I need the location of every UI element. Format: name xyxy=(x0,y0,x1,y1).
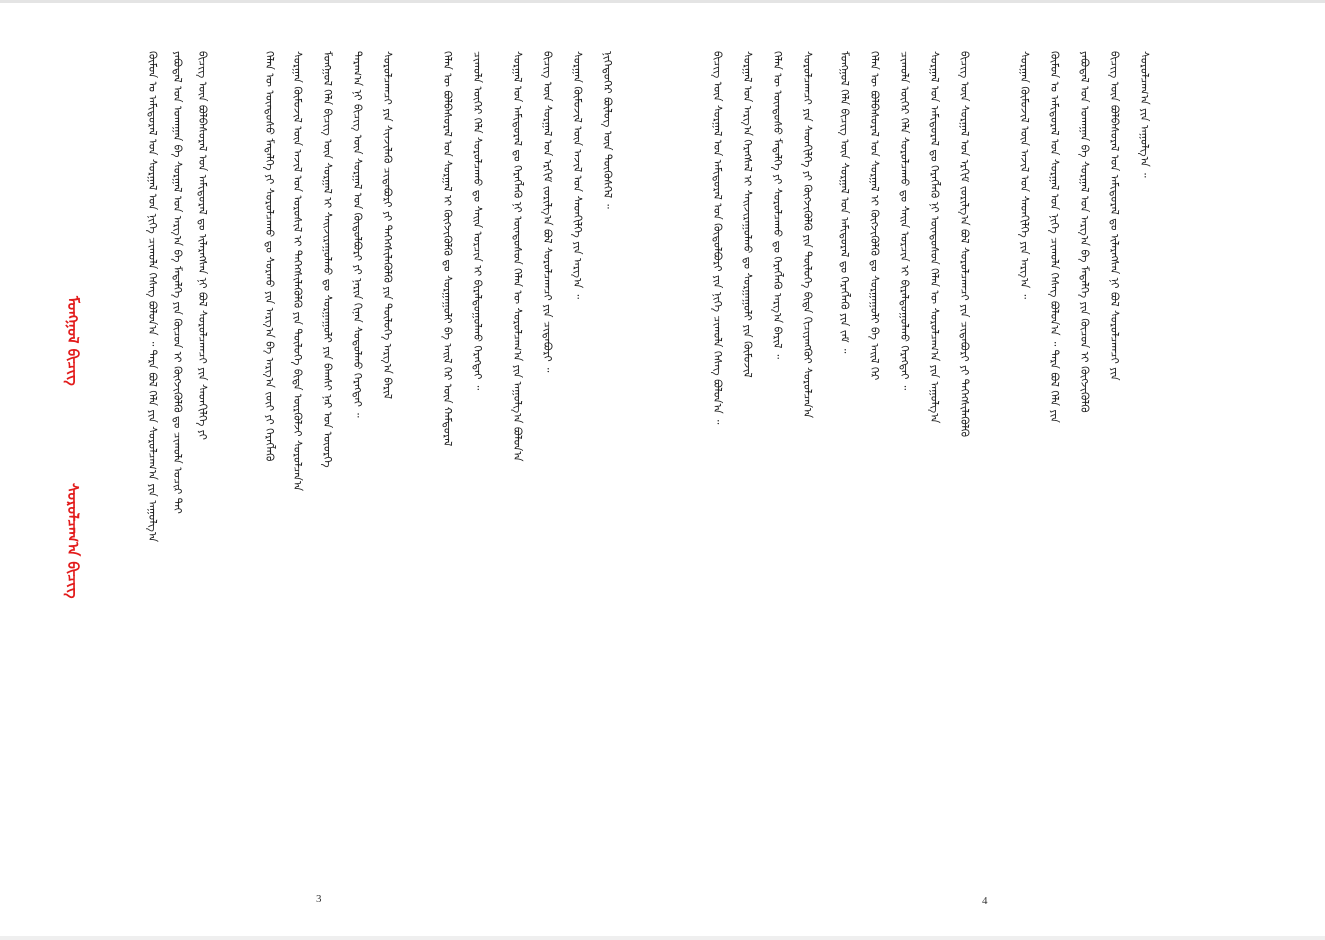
right-column-6: ᠬᠡᠯᠡᠨ ᠦ ᠪᠣᠯᠪᠠᠰᠤᠷᠠᠯ ᠤᠨ ᠰᠤᠷᠭᠠᠯ ᠢ ᠬᠥᠭᠵᠢᠭᠦᠯᠬᠦ ᠳᠤ ᠰᠤᠷᠭᠠᠭᠤᠯᠢ ᠪᠠ ᠠᠢᠯ ᠭᠡᠷ xyxy=(868,51,881,381)
bottom-divider xyxy=(0,936,1325,940)
left-column-11: ᠰᠤᠷᠭᠠᠯ ᠤᠨ ᠠᠮᠢᠳᠤᠷᠠᠯ ᠳᠤ ᠬᠡᠷᠡᠭᠯᠡᠬᠦ ᠨᠢ ᠦᠨᠳᠦᠰᠦᠨ ᠬᠡᠯᠡᠨ ᠦ ᠰᠤᠷᠤᠯᠴᠠᠭ᠎ᠠ ᠶᠢᠨ ᠠᠭᠤᠯᠭ᠎ᠠ ᠪᠣᠯᠤᠨ᠎ᠠ xyxy=(511,51,524,462)
left-column-1: ᠬᠦᠮᠦᠨ ᠤ ᠠᠮᠢᠳᠤᠷᠠᠯ ᠤᠨ ᠰᠤᠷᠭᠠᠯ ᠤᠨ ᠨᠢᠭᠡ ᠴᠢᠬᠤᠯᠠ ᠬᠡᠰᠡᠭ ᠪᠣᠯᠤᠨ᠎ᠠ ᠃ ᠲᠡᠷᠡ ᠪᠣᠯ ᠬᠡᠯᠡ ᠶᠢᠨ ᠰᠤᠷᠤᠯᠴᠠᠭ᠎ᠠ ᠶᠢᠨ ᠠᠭᠤᠯᠭ᠎ᠠ xyxy=(146,51,159,543)
right-page xyxy=(662,3,1325,936)
page-number-right: 4 xyxy=(982,895,988,907)
right-column-3: ᠬᠡᠯᠡᠨ ᠦ ᠦᠨᠳᠦᠰᠦ ᠮᠡᠳᠡᠯᠭᠡ ᠶᠢ ᠰᠤᠷᠤᠯᠴᠠᠬᠤ ᠳᠤ ᠬᠡᠷᠡᠭᠯᠡᠬᠦ ᠠᠷᠭ᠎ᠠ ᠪᠠᠷᠢᠯ ᠃ xyxy=(771,51,784,360)
left-column-13: ᠰᠤᠷᠭᠠᠨ ᠬᠦᠮᠦᠵᠢᠯ ᠦᠨ ᠠᠵᠢᠯ ᠤᠨ ᠰᠡᠳᠬᠢᠯᠭᠡ ᠶᠢᠨ ᠠᠷᠭ᠎ᠠ ᠃ xyxy=(571,51,584,299)
right-column-7: ᠴᠢᠬᠤᠯᠠ ᠦᠬᠡᠷ ᠬᠡᠯᠡ ᠰᠤᠷᠤᠯᠴᠠᠬᠤ ᠳᠤ ᠰᠠᠢᠨ ᠣᠷᠴᠢᠨ ᠢ ᠪᠢᠷᠠᠯᠳᠤᠭᠤᠯᠬᠤ ᠬᠡᠷᠡᠭᠲᠡᠢ ᠃ xyxy=(898,51,911,391)
right-column-12: ᠶᠠᠪᠤᠳᠠᠯ ᠤᠨ ᠤᠬᠠᠭᠠᠨ ᠪᠠ ᠰᠤᠷᠭᠠᠯ ᠤᠨ ᠠᠷᠭ᠎ᠠ ᠪᠠ ᠮᠡᠳᠡᠯᠭᠡ ᠶᠢᠨ ᠬᠦᠴᠦᠨ ᠢ ᠬᠦᠭᠵᠢᠭᠦᠯᠬᠦ xyxy=(1078,51,1091,413)
right-column-14: ᠰᠤᠷᠤᠯᠴᠠᠭ᠎ᠠ ᠶᠢᠨ ᠠᠭᠤᠯᠭ᠎ᠠ ᠃ xyxy=(1138,51,1151,178)
page-number-left: 3 xyxy=(316,893,322,905)
right-column-9: ᠪᠢᠴᠢᠭ ᠦᠨ ᠰᠤᠷᠭᠠᠯ ᠤᠨ ᠡᠷᠬᠢᠮ ᠵᠣᠷᠢᠯᠭ᠎ᠠ ᠪᠣᠯ ᠰᠤᠷᠤᠯᠴᠠᠭᠴᠢ ᠶᠢᠨ ᠴᠢᠳᠠᠪᠤᠷᠢ ᠶᠢ ᠳᠡᠭᠡᠭᠰᠢᠯᠡᠭᠦᠯᠬᠦ xyxy=(958,51,971,437)
chapter-heading-part-1: ᠮᠣᠩᠭᠣᠯ ᠪᠢᠴᠢᠭ xyxy=(64,296,82,386)
right-column-13: ᠪᠢᠴᠢᠭ ᠦᠨ ᠪᠣᠯᠪᠠᠰᠤᠷᠠᠯ ᠤᠨ ᠠᠮᠢᠳᠤᠷᠠᠯ ᠳᠤ ᠢᠯᠡᠷᠡᠭᠰᠡᠨ ᠨᠢ ᠪᠣᠯ ᠰᠤᠷᠤᠯᠴᠠᠭᠴᠢ ᠶᠢᠨ xyxy=(1108,51,1121,381)
left-column-14: ᠨᠢᠭᠡᠳᠦᠭᠡᠷ ᠪᠦᠯᠦᠭ ᠦᠨ ᠲᠥᠭᠦᠰᠭᠡᠯ ᠃ xyxy=(601,51,614,209)
left-column-7: ᠳᠠᠷᠠᠭ᠎ᠠ ᠨᠢ ᠪᠢᠴᠢᠭ ᠦᠨ ᠰᠤᠷᠭᠠᠯ ᠤᠨ ᠬᠥᠲᠦᠯᠪᠦᠷᠢ ᠶᠢ ᠨᠠᠷᠢᠨ ᠬᠢᠨᠠᠨ ᠰᠤᠳᠤᠯᠬᠤ ᠬᠡᠷᠡᠭᠲᠡᠢ ᠃ xyxy=(351,51,364,418)
left-column-2: ᠶᠠᠪᠤᠳᠠᠯ ᠤᠨ ᠤᠬᠠᠭᠠᠨ ᠪᠠ ᠰᠤᠷᠭᠠᠯ ᠤᠨ ᠠᠷᠭ᠎ᠠ ᠪᠠ ᠮᠡᠳᠡᠯᠭᠡ ᠶᠢᠨ ᠬᠦᠴᠦᠨ ᠢ ᠬᠦᠭᠵᠢᠭᠦᠯᠬᠦ ᠳᠤ ᠴᠢᠬᠤᠯᠠ ᠤᠴᠢᠷ ᠲᠠᠢ xyxy=(171,51,184,514)
left-column-5: ᠰᠤᠷᠭᠠᠨ ᠬᠦᠮᠦᠵᠢᠯ ᠦᠨ ᠠᠵᠢᠯ ᠤᠨ ᠤᠷᠤᠰᠢᠯ ᠢ ᠳᠡᠭᠡᠭᠰᠢᠯᠡᠭᠦᠯᠬᠦ ᠶᠢᠨ ᠲᠥᠯᠥᠭᠡ ᠪᠢᠳᠡ ᠦᠷᠭᠦᠯᠵᠢ ᠰᠤᠷᠤᠯᠴᠠᠨ᠎ᠠ xyxy=(291,51,304,492)
right-column-11: ᠬᠦᠮᠦᠨ ᠤ ᠠᠮᠢᠳᠤᠷᠠᠯ ᠤᠨ ᠰᠤᠷᠭᠠᠯ ᠤᠨ ᠨᠢᠭᠡ ᠴᠢᠬᠤᠯᠠ ᠬᠡᠰᠡᠭ ᠪᠣᠯᠤᠨ᠎ᠠ ᠃ ᠲᠡᠷᠡ ᠪᠣᠯ ᠬᠡᠯᠡ ᠶᠢᠨ xyxy=(1048,51,1061,423)
left-column-3: ᠪᠢᠴᠢᠭ ᠦᠨ ᠪᠣᠯᠪᠠᠰᠤᠷᠠᠯ ᠤᠨ ᠠᠮᠢᠳᠤᠷᠠᠯ ᠳᠤ ᠢᠯᠡᠷᠡᠭᠰᠡᠨ ᠨᠢ ᠪᠣᠯ ᠰᠤᠷᠤᠯᠴᠠᠭᠴᠢ ᠶᠢᠨ ᠰᠡᠳᠬᠢᠯᠭᠡ ᠶᠢ xyxy=(196,51,209,440)
left-column-8: ᠰᠤᠷᠤᠯᠴᠠᠭᠴᠢ ᠶᠢᠨ ᠰᠢᠨᠵᠢᠯᠡᠬᠦ ᠴᠢᠳᠠᠪᠤᠷᠢ ᠶᠢ ᠳᠡᠭᠡᠭᠰᠢᠯᠡᠭᠦᠯᠬᠦ ᠶᠢᠨ ᠲᠥᠯᠥᠭᠡ ᠠᠷᠭ᠎ᠠ ᠪᠠᠷᠢᠯ xyxy=(381,51,394,399)
left-column-4: ᠬᠡᠯᠡᠨ ᠦ ᠦᠨᠳᠦᠰᠦ ᠮᠡᠳᠡᠯᠭᠡ ᠶᠢ ᠰᠤᠷᠤᠯᠴᠠᠬᠤ ᠳᠤ ᠰᠤᠷᠬᠤ ᠶᠢᠨ ᠠᠷᠭ᠎ᠠ ᠪᠠ ᠠᠷᠭ᠎ᠠ ᠵᠦᠢ ᠶᠢ ᠬᠡᠷᠡᠭᠯᠡᠬᠦ xyxy=(263,51,276,462)
left-page xyxy=(0,3,662,936)
left-column-12: ᠪᠢᠴᠢᠭ ᠦᠨ ᠰᠤᠷᠭᠠᠯ ᠤᠨ ᠡᠷᠬᠢᠮ ᠵᠣᠷᠢᠯᠭ᠎ᠠ ᠪᠣᠯ ᠰᠤᠷᠤᠯᠴᠠᠭᠴᠢ ᠶᠢᠨ ᠴᠢᠳᠠᠪᠤᠷᠢ ᠃ xyxy=(541,51,554,373)
right-column-10: ᠰᠤᠷᠭᠠᠨ ᠬᠦᠮᠦᠵᠢᠯ ᠦᠨ ᠠᠵᠢᠯ ᠤᠨ ᠰᠡᠳᠬᠢᠯᠭᠡ ᠶᠢᠨ ᠠᠷᠭ᠎ᠠ ᠃ xyxy=(1018,51,1031,299)
left-column-6: ᠮᠣᠩᠭᠣᠯ ᠬᠡᠯᠡ ᠪᠢᠴᠢᠭ ᠦᠨ ᠰᠤᠷᠭᠠᠯ ᠢ ᠰᠠᠢᠵᠢᠷᠠᠭᠤᠯᠬᠤ ᠳᠤ ᠰᠤᠷᠭᠠᠭᠤᠯᠢ ᠶᠢᠨ ᠪᠠᠭᠰᠢ ᠨᠠᠷ ᠤᠨ ᠦᠦᠷᠭᠡ xyxy=(321,51,334,468)
left-column-9: ᠬᠡᠯᠡᠨ ᠦ ᠪᠣᠯᠪᠠᠰᠤᠷᠠᠯ ᠤᠨ ᠰᠤᠷᠭᠠᠯ ᠢ ᠬᠥᠭᠵᠢᠭᠦᠯᠬᠦ ᠳᠤ ᠰᠤᠷᠭᠠᠭᠤᠯᠢ ᠪᠠ ᠠᠢᠯ ᠭᠡᠷ ᠦᠨ ᠬᠠᠮᠲᠤᠷᠠᠯ xyxy=(441,51,454,447)
left-column-10: ᠴᠢᠬᠤᠯᠠ ᠦᠬᠡᠷ ᠬᠡᠯᠡ ᠰᠤᠷᠤᠯᠴᠠᠬᠤ ᠳᠤ ᠰᠠᠢᠨ ᠣᠷᠴᠢᠨ ᠢ ᠪᠢᠷᠠᠯᠳᠤᠭᠤᠯᠬᠤ ᠬᠡᠷᠡᠭᠲᠡᠢ ᠃ xyxy=(471,51,484,391)
right-column-2: ᠰᠤᠷᠭᠠᠯ ᠤᠨ ᠠᠷᠭ᠎ᠠ ᠬᠡᠷᠡᠭᠰᠡᠯ ᠢ ᠰᠠᠢᠵᠢᠷᠠᠭᠤᠯᠬᠤ ᠳᠤ ᠰᠤᠷᠭᠠᠭᠤᠯᠢ ᠶᠢᠨ ᠬᠦᠮᠦᠵᠢᠯ xyxy=(741,51,754,378)
right-column-1: ᠪᠢᠴᠢᠭ ᠦᠨ ᠰᠤᠷᠭᠠᠯ ᠤᠨ ᠠᠮᠢᠳᠤᠷᠠᠯ ᠤᠨ ᠬᠥᠲᠦᠯᠪᠦᠷᠢ ᠶᠢᠨ ᠨᠢᠭᠡ ᠴᠢᠬᠤᠯᠠ ᠬᠡᠰᠡᠭ ᠪᠣᠯᠤᠨ᠎ᠠ ᠃ xyxy=(711,51,724,425)
chapter-heading-part-2: ᠰᠤᠷᠤᠯᠴᠠᠭ᠎ᠠ ᠪᠢᠴᠢᠭ xyxy=(64,483,82,599)
right-column-4: ᠰᠤᠷᠤᠯᠴᠠᠭᠴᠢ ᠶᠢᠨ ᠰᠡᠳᠬᠢᠯᠭᠡ ᠶᠢ ᠬᠥᠭᠵᠢᠭᠦᠯᠬᠦ ᠶᠢᠨ ᠲᠥᠯᠥᠭᠡ ᠪᠢᠳᠡ ᠬᠢᠴᠢᠶᠡᠩᠭᠦᠢ ᠰᠤᠷᠤᠯᠴᠠᠨ᠎ᠠ xyxy=(801,51,814,419)
right-column-8: ᠰᠤᠷᠭᠠᠯ ᠤᠨ ᠠᠮᠢᠳᠤᠷᠠᠯ ᠳᠤ ᠬᠡᠷᠡᠭᠯᠡᠬᠦ ᠨᠢ ᠦᠨᠳᠦᠰᠦᠨ ᠬᠡᠯᠡᠨ ᠦ ᠰᠤᠷᠤᠯᠴᠠᠭ᠎ᠠ ᠶᠢᠨ ᠠᠭᠤᠯᠭ᠎ᠠ xyxy=(928,51,941,424)
right-column-5: ᠮᠣᠩᠭᠣᠯ ᠬᠡᠯᠡ ᠪᠢᠴᠢᠭ ᠦᠨ ᠰᠤᠷᠭᠠᠯ ᠤᠨ ᠠᠮᠢᠳᠤᠷᠠᠯ ᠳᠤ ᠬᠡᠷᠡᠭᠯᠡᠬᠦ ᠶᠢᠨ ᠵᠠᠮ ᠃ xyxy=(838,51,851,354)
